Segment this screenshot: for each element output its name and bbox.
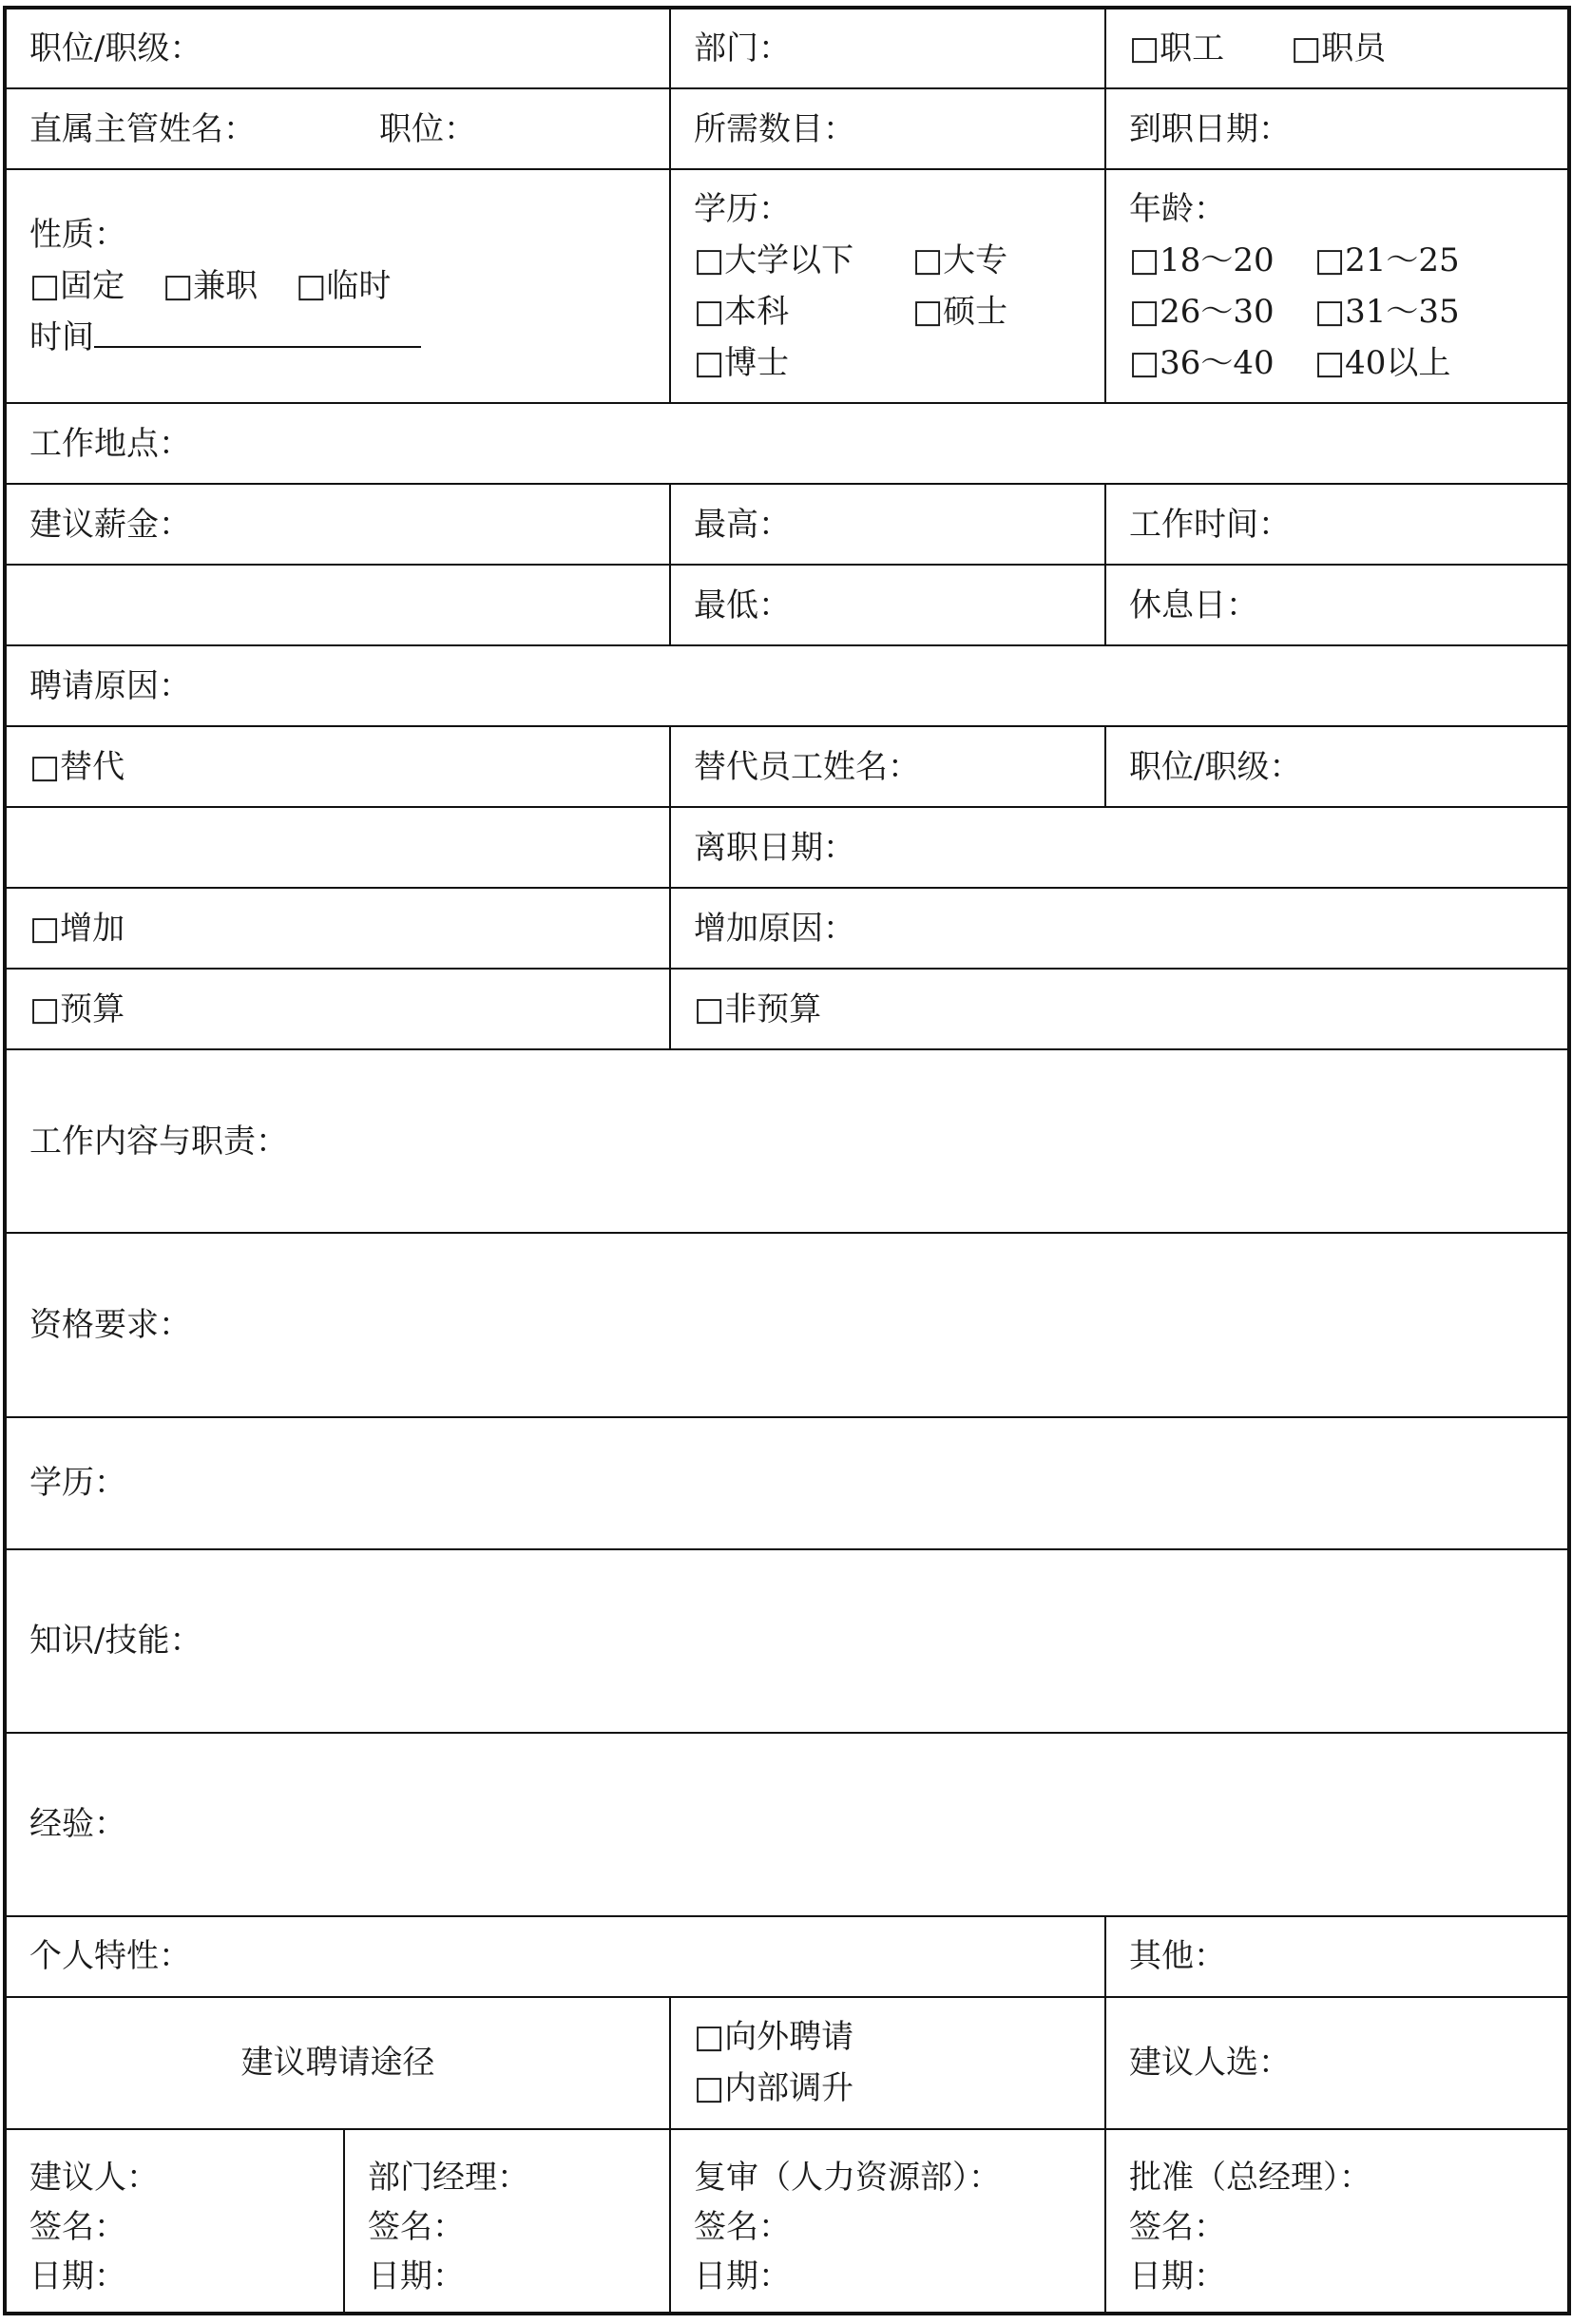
leave-date-cell[interactable] <box>670 807 1569 888</box>
salary-highest-cell[interactable] <box>670 484 1105 565</box>
hr-review-label: 复审（人力资源部）： <box>694 2159 1001 2198</box>
replaced-position-cell[interactable] <box>1105 726 1569 807</box>
hr-review-date-label: 日期： <box>694 2257 791 2296</box>
experience-label: 经验： <box>29 1805 126 1844</box>
personal-traits-label: 个人特性： <box>29 1937 191 1976</box>
rest-day-label: 休息日： <box>1129 586 1258 624</box>
proposer-label: 建议人： <box>29 2159 159 2198</box>
supervisor-name-label: 直属主管姓名： <box>29 109 256 148</box>
increase-reason-label: 增加原因： <box>694 909 855 948</box>
nature-label: 性质： <box>29 216 126 255</box>
work-hours-cell[interactable] <box>1105 484 1569 565</box>
age-36-40-checkbox[interactable]: □36～40 <box>1129 344 1275 383</box>
form-row-education-req <box>5 1417 1569 1549</box>
proposer-cell[interactable] <box>5 2129 344 2314</box>
salary-highest-label: 最高： <box>694 505 791 544</box>
dept-manager-label: 部门经理： <box>368 2159 529 2198</box>
suggested-salary-label: 建议薪金： <box>29 505 191 544</box>
time-blank-line[interactable] <box>94 314 421 348</box>
suggested-salary-cell[interactable] <box>5 484 670 565</box>
dept-manager-sign-label: 签名： <box>368 2208 465 2247</box>
form-row-knowledge <box>5 1549 1569 1733</box>
hiring-reason-label: 聘请原因： <box>29 666 191 705</box>
form-row-leave-date <box>5 807 1569 888</box>
candidate-label: 建议人选： <box>1129 2044 1291 2083</box>
non-budget-cell <box>670 969 1569 1049</box>
age-40-plus-checkbox[interactable]: □40以上 <box>1314 344 1451 383</box>
required-number-label: 所需数目： <box>694 109 855 148</box>
education-label: 学历： <box>694 190 791 229</box>
other-label: 其他： <box>1129 1937 1226 1976</box>
replaced-employee-name-label: 替代员工姓名： <box>694 747 920 786</box>
experience-cell[interactable] <box>5 1733 1569 1916</box>
dept-manager-date-label: 日期： <box>368 2257 465 2296</box>
edu-master-checkbox[interactable]: □硕士 <box>912 293 1008 332</box>
hr-review-cell[interactable] <box>670 2129 1105 2314</box>
hr-review-sign-label: 签名： <box>694 2208 791 2247</box>
candidate-cell[interactable] <box>1105 1997 1569 2129</box>
staff-clerk-checkbox[interactable]: □职员 <box>1291 29 1387 68</box>
form-row-reason <box>5 645 1569 726</box>
age-label: 年龄： <box>1129 190 1226 229</box>
start-date-label: 到职日期： <box>1129 109 1291 148</box>
staff-worker-checkbox[interactable]: □职工 <box>1129 29 1225 68</box>
hiring-request-form <box>3 6 1571 2315</box>
internal-promotion-checkbox[interactable]: □内部调升 <box>694 2069 854 2108</box>
education-req-cell[interactable] <box>5 1417 1569 1549</box>
supervisor-cell[interactable] <box>5 88 670 169</box>
nature-cell <box>5 169 670 403</box>
position-level-cell[interactable] <box>5 8 670 88</box>
age-cell <box>1105 169 1569 403</box>
work-hours-label: 工作时间： <box>1129 505 1291 544</box>
staff-type-cell <box>1105 8 1569 88</box>
nature-fixed-checkbox[interactable]: □固定 <box>29 267 125 306</box>
nature-parttime-checkbox[interactable]: □兼职 <box>163 267 259 306</box>
hiring-channel-label: 建议聘请途径 <box>240 2044 435 2083</box>
nature-temp-checkbox[interactable]: □临时 <box>296 267 392 306</box>
gm-approve-date-label: 日期： <box>1129 2257 1226 2296</box>
gm-approve-label: 批准（总经理）： <box>1129 2159 1371 2198</box>
work-location-cell[interactable] <box>5 403 1569 484</box>
time-label: 时间 <box>29 318 94 357</box>
form-row-salary-low <box>5 565 1569 645</box>
empty-cell <box>5 807 670 888</box>
form-row-position <box>5 8 1569 88</box>
non-budget-checkbox[interactable]: □非预算 <box>694 989 822 1028</box>
supervisor-position-label: 职位： <box>379 109 476 148</box>
form-row-budget <box>5 969 1569 1049</box>
form-row-experience <box>5 1733 1569 1916</box>
proposer-date-label: 日期： <box>29 2257 126 2296</box>
department-cell[interactable] <box>670 8 1105 88</box>
form-row-increase <box>5 888 1569 969</box>
rest-day-cell[interactable] <box>1105 565 1569 645</box>
increase-checkbox[interactable]: □增加 <box>29 909 125 948</box>
salary-lowest-cell[interactable] <box>670 565 1105 645</box>
increase-cell <box>5 888 670 969</box>
department-label: 部门： <box>694 29 791 68</box>
replace-cell <box>5 726 670 807</box>
replaced-employee-cell[interactable] <box>670 726 1105 807</box>
replace-checkbox[interactable]: □替代 <box>29 747 125 786</box>
form-row-signatures <box>5 2129 1569 2314</box>
start-date-cell[interactable] <box>1105 88 1569 169</box>
age-21-25-checkbox[interactable]: □21～25 <box>1314 241 1460 280</box>
proposer-sign-label: 签名： <box>29 2208 126 2247</box>
empty-cell <box>5 565 670 645</box>
required-number-cell[interactable] <box>670 88 1105 169</box>
form-row-location <box>5 403 1569 484</box>
replaced-position-label: 职位/职级： <box>1129 747 1302 786</box>
knowledge-skills-cell[interactable] <box>5 1549 1569 1733</box>
budget-cell <box>5 969 670 1049</box>
age-26-30-checkbox[interactable]: □26～30 <box>1129 293 1275 332</box>
external-hire-checkbox[interactable]: □向外聘请 <box>694 2018 854 2057</box>
dept-manager-cell[interactable] <box>344 2129 670 2314</box>
qualifications-cell[interactable] <box>5 1233 1569 1416</box>
job-content-cell[interactable] <box>5 1049 1569 1233</box>
salary-lowest-label: 最低： <box>694 586 791 624</box>
budget-checkbox[interactable]: □预算 <box>29 989 125 1028</box>
other-cell[interactable] <box>1105 1916 1569 1997</box>
increase-reason-cell[interactable] <box>670 888 1569 969</box>
job-content-label: 工作内容与职责： <box>29 1122 288 1161</box>
knowledge-skills-label: 知识/技能： <box>29 1622 202 1661</box>
form-row-supervisor <box>5 88 1569 169</box>
leave-date-label: 离职日期： <box>694 828 855 867</box>
personal-traits-cell[interactable] <box>5 1916 1105 1997</box>
age-31-35-checkbox[interactable]: □31～35 <box>1314 293 1460 332</box>
edu-junior-college-checkbox[interactable]: □大专 <box>912 241 1008 280</box>
qualifications-label: 资格要求： <box>29 1306 191 1345</box>
education-cell <box>670 169 1105 403</box>
work-location-label: 工作地点： <box>29 424 191 463</box>
form-row-nature-education-age <box>5 169 1569 403</box>
hiring-reason-cell <box>5 645 1569 726</box>
edu-below-college-checkbox[interactable]: □大学以下 <box>694 241 854 280</box>
edu-bachelor-checkbox[interactable]: □本科 <box>694 293 790 332</box>
channel-options-cell <box>670 1997 1105 2129</box>
form-row-traits <box>5 1916 1569 1997</box>
gm-approve-sign-label: 签名： <box>1129 2208 1226 2247</box>
hiring-channel-cell <box>5 1997 670 2129</box>
education-req-label: 学历： <box>29 1464 126 1503</box>
form-row-salary <box>5 484 1569 565</box>
age-18-20-checkbox[interactable]: □18～20 <box>1129 241 1275 280</box>
form-row-hiring-channel <box>5 1997 1569 2129</box>
form-row-replace <box>5 726 1569 807</box>
edu-doctor-checkbox[interactable]: □博士 <box>694 344 790 383</box>
form-row-job-content <box>5 1049 1569 1233</box>
form-row-qualifications <box>5 1233 1569 1416</box>
position-level-label: 职位/职级： <box>29 29 202 68</box>
gm-approve-cell[interactable] <box>1105 2129 1569 2314</box>
